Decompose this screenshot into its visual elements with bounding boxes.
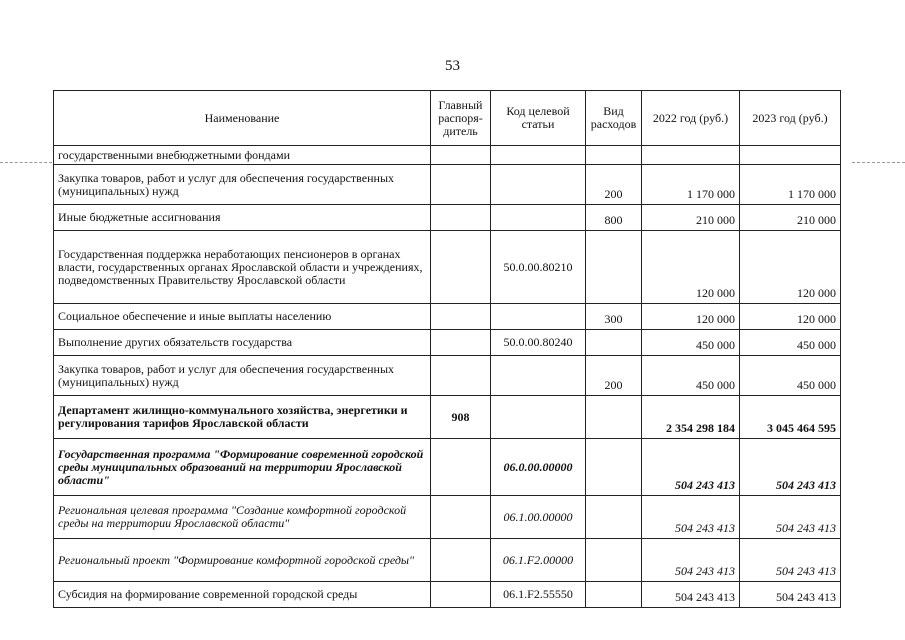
cell-target-code [491,304,586,330]
cell-main-manager [431,539,491,582]
cell-name: Закупка товаров, работ и услуг для обеспечения государственных (муниципальных) нужд [54,165,431,205]
cell-expense-type [586,539,642,582]
cell-expense-type: 300 [586,304,642,330]
table-row [54,496,841,539]
header-name: Наименование [54,91,431,146]
cell-amount-2022: 120 000 [642,304,740,330]
header-expense-type: Вид расходов [586,91,642,146]
table-row [54,539,841,582]
cell-name: Департамент жилищно-коммунального хозяйства, энергетики и регулирования тарифов Ярославской области [54,396,431,439]
table-header-row [54,91,841,146]
cell-amount-2023: 210 000 [740,205,841,231]
table-row [54,205,841,231]
cell-expense-type [586,396,642,439]
header-year-2022: 2022 год (руб.) [642,91,740,146]
cell-amount-2022: 120 000 [642,231,740,304]
cell-name: Иные бюджетные ассигнования [54,205,431,231]
cell-main-manager [431,439,491,496]
table-row [54,582,841,608]
header-target-code: Код целевой статьи [491,91,586,146]
budget-table [53,90,841,608]
table-body [54,146,841,608]
cell-main-manager [431,330,491,356]
cell-main-manager [431,582,491,608]
cell-expense-type [586,330,642,356]
cell-target-code: 06.1.F2.55550 [491,582,586,608]
cell-name: государственными внебюджетными фондами [54,146,431,165]
cell-main-manager [431,165,491,205]
cell-amount-2023: 450 000 [740,330,841,356]
cell-amount-2023: 450 000 [740,356,841,396]
table-row [54,304,841,330]
cell-expense-type: 200 [586,165,642,205]
cell-amount-2023: 120 000 [740,231,841,304]
cell-name: Закупка товаров, работ и услуг для обеспечения государственных (муниципальных) нужд [54,356,431,396]
cell-expense-type [586,439,642,496]
cell-name: Субсидия на формирование современной городской среды [54,582,431,608]
cell-amount-2022: 504 243 413 [642,582,740,608]
cell-amount-2022: 450 000 [642,330,740,356]
cell-main-manager [431,304,491,330]
cell-amount-2023: 120 000 [740,304,841,330]
cell-main-manager: 908 [431,396,491,439]
cell-amount-2022: 1 170 000 [642,165,740,205]
cell-main-manager [431,231,491,304]
cell-amount-2023: 504 243 413 [740,439,841,496]
cell-target-code [491,146,586,165]
cell-amount-2023 [740,146,841,165]
cell-amount-2022: 2 354 298 184 [642,396,740,439]
scan-artifact-line-left [0,162,52,163]
cell-amount-2022: 210 000 [642,205,740,231]
table-row [54,330,841,356]
cell-target-code [491,165,586,205]
cell-target-code [491,205,586,231]
cell-expense-type [586,582,642,608]
cell-main-manager [431,496,491,539]
cell-amount-2022: 504 243 413 [642,539,740,582]
table-row [54,439,841,496]
cell-name: Государственная программа "Формирование современной городской среды муниципальных образований на территории Ярославской области" [54,439,431,496]
cell-target-code: 06.1.F2.00000 [491,539,586,582]
table-row [54,146,841,165]
cell-name: Социальное обеспечение и иные выплаты населению [54,304,431,330]
cell-main-manager [431,205,491,231]
table-row [54,165,841,205]
cell-main-manager [431,146,491,165]
cell-target-code: 50.0.00.80240 [491,330,586,356]
cell-main-manager [431,356,491,396]
page-number: 53 [445,58,460,74]
cell-amount-2022: 504 243 413 [642,496,740,539]
cell-name: Государственная поддержка неработающих пенсионеров в органах власти, государственных органах Ярославской области и учреждениях, подведомственных Правительству Ярославской области [54,231,431,304]
header-main-manager: Главный распоря-дитель [431,91,491,146]
cell-target-code: 50.0.00.80210 [491,231,586,304]
cell-target-code [491,396,586,439]
cell-name: Региональная целевая программа "Создание комфортной городской среды на территории Ярославской области" [54,496,431,539]
cell-target-code [491,356,586,396]
cell-amount-2022: 450 000 [642,356,740,396]
scan-artifact-line-right [852,162,905,163]
cell-amount-2023: 504 243 413 [740,539,841,582]
cell-amount-2022 [642,146,740,165]
cell-name: Региональный проект "Формирование комфортной городской среды" [54,539,431,582]
cell-expense-type: 800 [586,205,642,231]
cell-target-code: 06.0.00.00000 [491,439,586,496]
cell-amount-2023: 504 243 413 [740,582,841,608]
cell-amount-2023: 504 243 413 [740,496,841,539]
cell-expense-type [586,496,642,539]
cell-expense-type: 200 [586,356,642,396]
cell-amount-2022: 504 243 413 [642,439,740,496]
cell-expense-type [586,146,642,165]
cell-name: Выполнение других обязательств государства [54,330,431,356]
header-year-2023: 2023 год (руб.) [740,91,841,146]
table-row [54,231,841,304]
table-row [54,356,841,396]
cell-expense-type [586,231,642,304]
cell-amount-2023: 1 170 000 [740,165,841,205]
table-row [54,396,841,439]
cell-target-code: 06.1.00.00000 [491,496,586,539]
cell-amount-2023: 3 045 464 595 [740,396,841,439]
